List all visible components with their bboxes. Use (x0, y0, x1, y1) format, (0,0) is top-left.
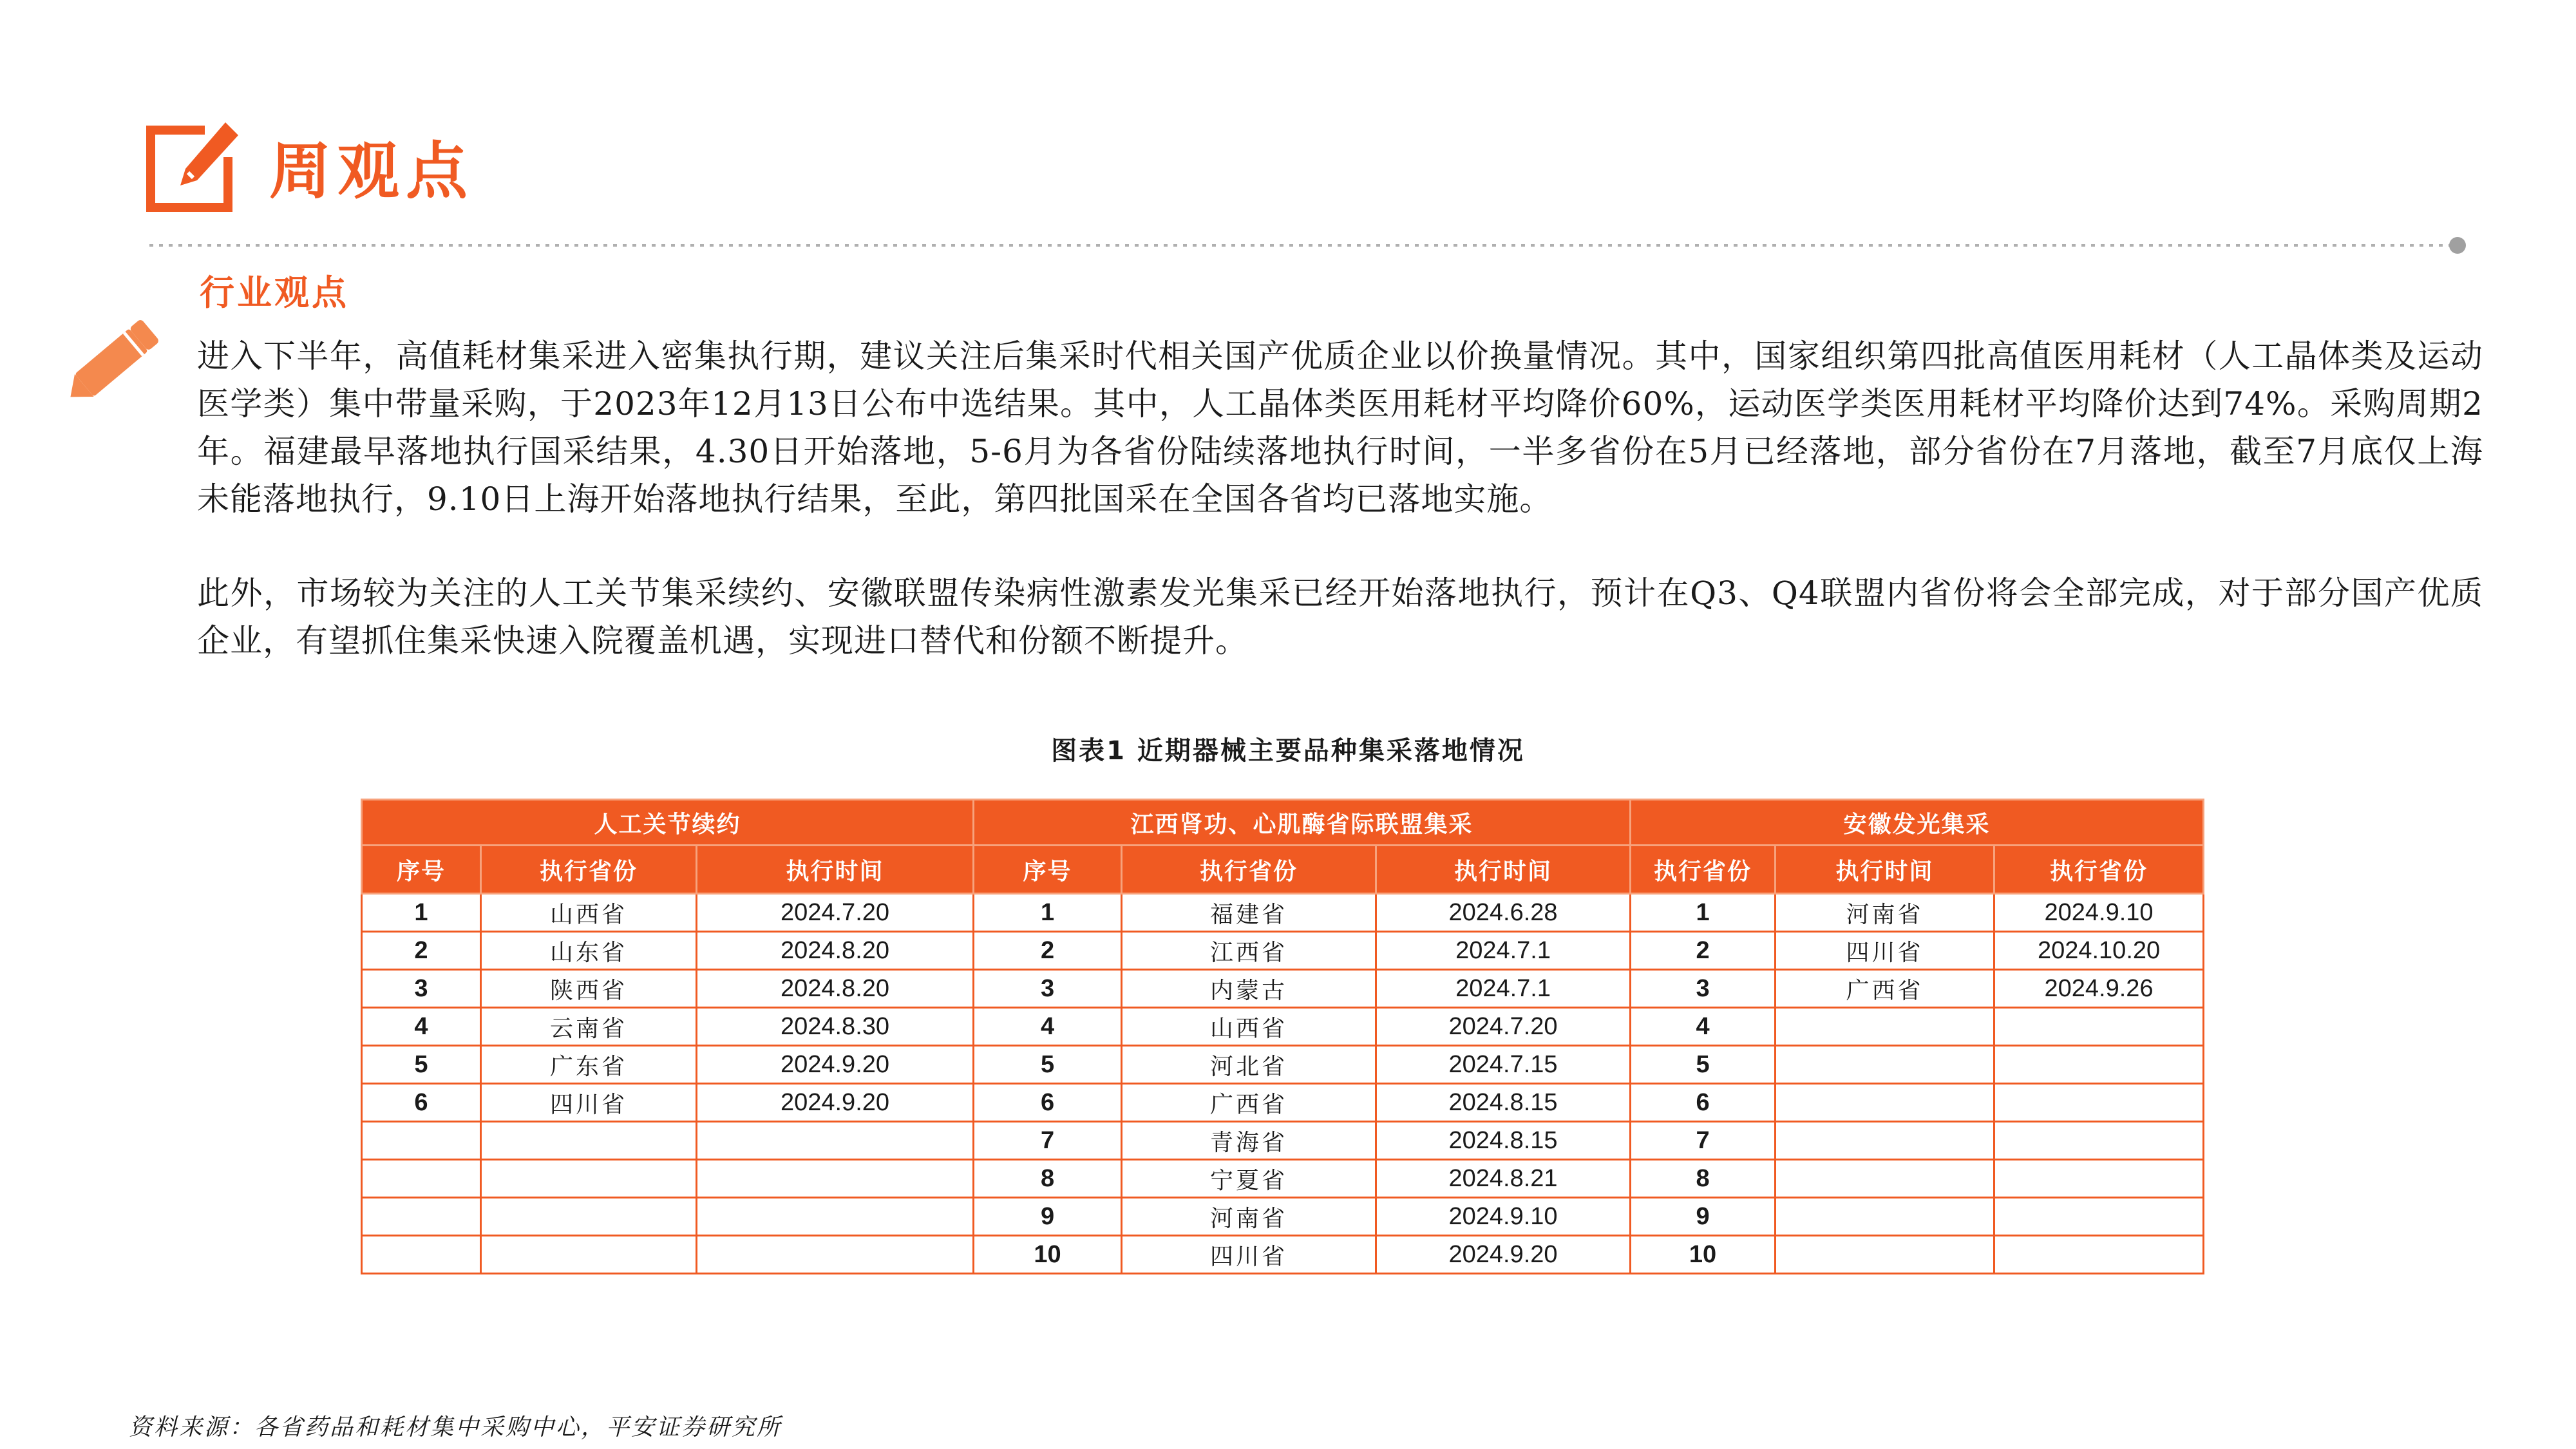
table-cell: 四川省 (1776, 932, 1994, 970)
group-header: 江西肾功、心肌酶省际联盟集采 (974, 800, 1631, 846)
table-cell: 2024.7.1 (1376, 932, 1631, 970)
column-header: 序号 (362, 846, 481, 894)
table-cell: 2024.7.20 (697, 894, 974, 932)
table-cell: 2024.6.28 (1376, 894, 1631, 932)
table-cell: 广东省 (481, 1046, 697, 1084)
table-cell: 陕西省 (481, 970, 697, 1008)
table-cell: 10 (1631, 1236, 1776, 1274)
table-cell (362, 1160, 481, 1198)
table-cell: 福建省 (1122, 894, 1376, 932)
table-cell: 4 (974, 1008, 1122, 1046)
table-cell: 2024.9.10 (1376, 1198, 1631, 1236)
table-cell: 2024.8.30 (697, 1008, 974, 1046)
table-cell (1994, 1236, 2204, 1274)
table-row (362, 1160, 2204, 1198)
table-cell: 2024.10.20 (1994, 932, 2204, 970)
table-cell (697, 1122, 974, 1160)
table-cell: 青海省 (1122, 1122, 1376, 1160)
table-cell: 内蒙古 (1122, 970, 1376, 1008)
table-cell: 广西省 (1776, 970, 1994, 1008)
column-header: 执行省份 (1994, 846, 2204, 894)
table-cell: 9 (974, 1198, 1122, 1236)
table-cell: 1 (1631, 894, 1776, 932)
table-cell: 2024.9.26 (1994, 970, 2204, 1008)
table-cell: 9 (1631, 1198, 1776, 1236)
table-cell: 四川省 (1122, 1236, 1376, 1274)
table-row (362, 970, 2204, 1008)
table-cell: 2024.7.15 (1376, 1046, 1631, 1084)
table-cell (362, 1122, 481, 1160)
table-cell (1994, 1122, 2204, 1160)
table-cell: 2024.9.20 (697, 1084, 974, 1122)
table-cell (481, 1236, 697, 1274)
table-cell: 4 (1631, 1008, 1776, 1046)
table-cell (1776, 1084, 1994, 1122)
table-cell: 2024.8.15 (1376, 1084, 1631, 1122)
table-cell: 3 (974, 970, 1122, 1008)
table-cell (1994, 1046, 2204, 1084)
table-body (362, 894, 2204, 1274)
table-cell: 2024.7.20 (1376, 1008, 1631, 1046)
table-cell (1994, 1008, 2204, 1046)
table-cell (1994, 1160, 2204, 1198)
table-cell (1994, 1198, 2204, 1236)
table-cell: 河北省 (1122, 1046, 1376, 1084)
section-heading: 行业观点 (200, 272, 349, 313)
table-cell: 8 (1631, 1160, 1776, 1198)
table-cell (362, 1236, 481, 1274)
table-row (362, 1008, 2204, 1046)
procurement-table (361, 799, 2204, 1274)
column-header: 执行省份 (481, 846, 697, 894)
table-cell: 2024.8.20 (697, 932, 974, 970)
pencil-icon (57, 308, 166, 417)
table-cell: 6 (1631, 1084, 1776, 1122)
edit-square-icon (143, 118, 240, 215)
table-cell (481, 1122, 697, 1160)
table-row (362, 1084, 2204, 1122)
table-group-header-row (362, 800, 2204, 846)
table-row (362, 1236, 2204, 1274)
group-header: 人工关节续约 (362, 800, 974, 846)
column-header: 执行省份 (1631, 846, 1776, 894)
table-cell (481, 1198, 697, 1236)
table-cell: 6 (362, 1084, 481, 1122)
page-title: 周观点 (269, 135, 474, 207)
table-cell: 8 (974, 1160, 1122, 1198)
table-cell (1776, 1008, 1994, 1046)
table-row (362, 1198, 2204, 1236)
table-cell: 7 (974, 1122, 1122, 1160)
table-cell (1776, 1046, 1994, 1084)
table-cell (1776, 1122, 1994, 1160)
table-cell: 2024.8.15 (1376, 1122, 1631, 1160)
column-header: 序号 (974, 846, 1122, 894)
table-cell: 6 (974, 1084, 1122, 1122)
figure-caption: 图表1 近期器械主要品种集采落地情况 (1051, 736, 1525, 766)
table-cell (1994, 1084, 2204, 1122)
table-cell: 2024.9.10 (1994, 894, 2204, 932)
table-cell: 广西省 (1122, 1084, 1376, 1122)
table-cell: 2 (1631, 932, 1776, 970)
table-cell: 3 (362, 970, 481, 1008)
table-cell: 2024.9.20 (697, 1046, 974, 1084)
table-cell: 江西省 (1122, 932, 1376, 970)
table-cell: 2024.8.21 (1376, 1160, 1631, 1198)
table-cell: 2024.8.20 (697, 970, 974, 1008)
table-cell: 7 (1631, 1122, 1776, 1160)
table-row (362, 1046, 2204, 1084)
table-cell: 山西省 (1122, 1008, 1376, 1046)
table-cell: 河南省 (1776, 894, 1994, 932)
table-cell (697, 1198, 974, 1236)
paragraph: 进入下半年，高值耗材集采进入密集执行期，建议关注后集采时代相关国产优质企业以价换量情况。其中，国家组织第四批高值医用耗材（人工晶体类及运动医学类）集中带量采购，于2023年12月13日公布中选结果。其中，人工晶体类医用耗材平均降价60%，运动医学类医用耗材平均降价达到74%。采购周期2年。福建最早落地执行国采结果，4.30日开始落地，5-6月为各省份陆续落地执行时间，一半多省份在5月已经落地，部分省份在7月落地，截至7月底仅上海未能落地执行，9.10日上海开始落地执行结果，至此，第四批国采在全国各省均已落地实施。 (197, 337, 2483, 518)
table-cell: 10 (974, 1236, 1122, 1274)
table-cell (362, 1198, 481, 1236)
table-cell: 2024.7.1 (1376, 970, 1631, 1008)
table-cell (1776, 1198, 1994, 1236)
table-cell: 5 (1631, 1046, 1776, 1084)
table-cell: 宁夏省 (1122, 1160, 1376, 1198)
table-cell (697, 1236, 974, 1274)
table-cell: 2024.9.20 (1376, 1236, 1631, 1274)
column-header: 执行省份 (1122, 846, 1376, 894)
table-row (362, 894, 2204, 932)
table-column-header-row (362, 846, 2204, 894)
table-cell (1776, 1236, 1994, 1274)
table-cell: 山西省 (481, 894, 697, 932)
table-cell: 5 (362, 1046, 481, 1084)
column-header: 执行时间 (1776, 846, 1994, 894)
table-row (362, 932, 2204, 970)
group-header: 安徽发光集采 (1631, 800, 2204, 846)
table-cell: 5 (974, 1046, 1122, 1084)
table-cell (481, 1160, 697, 1198)
table-cell (697, 1160, 974, 1198)
table-cell: 云南省 (481, 1008, 697, 1046)
table-cell: 3 (1631, 970, 1776, 1008)
column-header: 执行时间 (697, 846, 974, 894)
table-cell (1776, 1160, 1994, 1198)
table-cell: 河南省 (1122, 1198, 1376, 1236)
column-header: 执行时间 (1376, 846, 1631, 894)
table-cell: 4 (362, 1008, 481, 1046)
table-cell: 2 (362, 932, 481, 970)
table-cell: 山东省 (481, 932, 697, 970)
paragraph: 此外，市场较为关注的人工关节集采续约、安徽联盟传染病性激素发光集采已经开始落地执行，预计在Q3、Q4联盟内省份将会全部完成，对于部分国产优质企业，有望抓住集采快速入院覆盖机遇，实现进口替代和份额不断提升。 (197, 574, 2483, 659)
table-cell: 1 (362, 894, 481, 932)
table-row (362, 1122, 2204, 1160)
table-cell: 四川省 (481, 1084, 697, 1122)
table-cell: 1 (974, 894, 1122, 932)
source-note: 资料来源：各省药品和耗材集中采购中心，平安证券研究所 (129, 1414, 782, 1441)
dotted-divider (149, 236, 2468, 255)
table-cell: 2 (974, 932, 1122, 970)
